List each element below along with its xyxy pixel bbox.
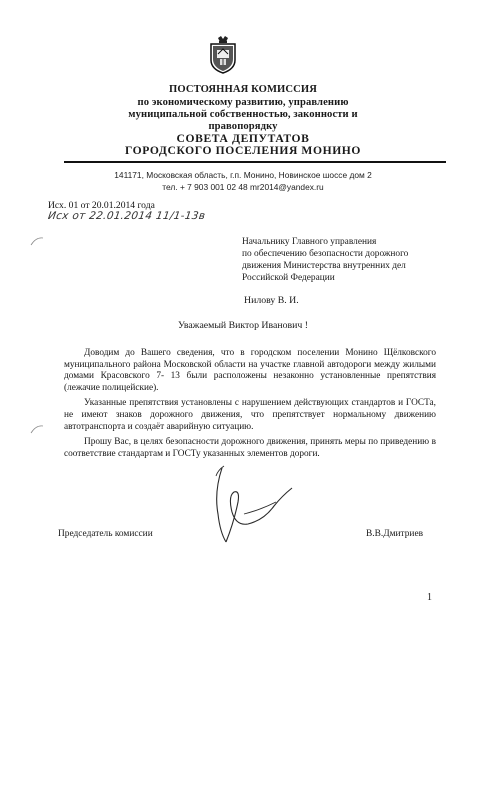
outgoing-reference: Исх. 01 от 20.01.2014 года [48,200,155,211]
coat-of-arms-emblem [208,36,238,74]
header-council-title: СОВЕТА ДЕПУТАТОВ [176,132,310,145]
address-line-1: 141171, Московская область, г.п. Монино, Новинское шоссе дом 2 [114,170,372,180]
handwritten-signature [204,462,300,544]
margin-mark [30,424,44,434]
body-paragraph-1: Доводим до Вашего сведения, что в городском поселении Монино Щёлковского муниципального района Московской области на участке главной автодороги между жилыми домами Красовского 7- 13 были расположены незаконно установленные препятствия (лежачие полицейские). [64,348,436,393]
header-line-4: правопорядку [208,121,278,132]
addressee-line-3: движения Министерства внутренних дел [242,261,406,271]
addressee-line-2: по обеспечению безопасности дорожного [242,249,409,259]
header-line-2: по экономическому развитию, управлению [137,97,349,108]
signatory-name: В.В.Дмитриев [366,529,424,539]
address-line-2: тел. + 7 903 001 02 48 mr2014@yandex.ru [162,182,324,192]
header-divider [64,161,446,163]
handwritten-reference: Исх от 22.01.2014 11/1-13в [47,210,207,222]
signatory-title: Председатель комиссии [58,529,153,539]
body-paragraph-3: Прошу Вас, в целях безопасности дорожного движения, принять меры по приведению в соответствие стандартам и ГОСТу указанных элементов дороги. [64,437,436,459]
page-number: 1 [427,592,432,603]
header-line-1: ПОСТОЯННАЯ КОМИССИЯ [169,84,317,95]
addressee-surname: Нилову В. И. [244,295,299,306]
addressee-line-1: Начальнику Главного управления [242,237,377,247]
addressee-block [242,236,408,284]
addressee-line-4: Российской Федерации [242,273,335,283]
margin-mark [30,236,44,246]
header-line-3: муниципальной собственностью, законности и [128,109,358,120]
letter-body [64,348,436,466]
greeting: Уважаемый Виктор Иванович ! [178,320,308,331]
body-paragraph-2: Указанные препятствия установлены с нарушением действующих стандартов и ГОСТа, не имеют знаков дорожного движения, что препятствует нормальному движению автотранспорта и создаёт аварийную ситуацию. [64,398,436,432]
header-settlement-title: ГОРОДСКОГО ПОСЕЛЕНИЯ МОНИНО [124,144,362,157]
